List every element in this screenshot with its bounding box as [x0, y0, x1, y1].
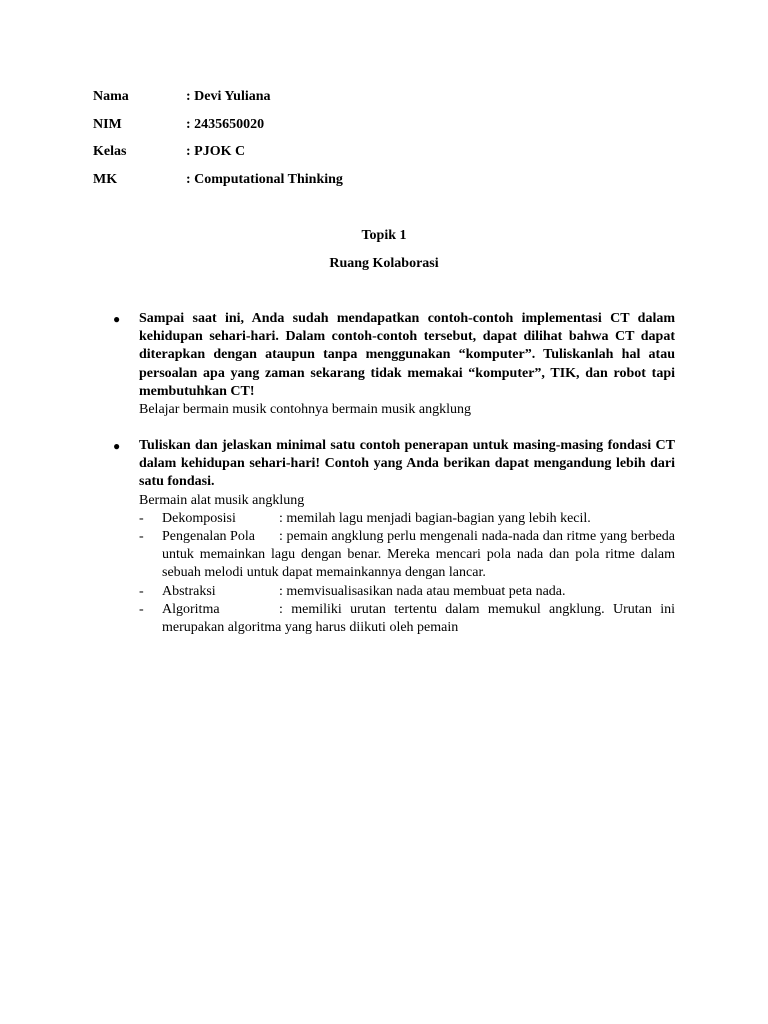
question-text: Tuliskan dan jelaskan minimal satu contoh penerapan untuk masing-masing fondasi CT dalam kehidupan sehari-hari! Contoh yang Anda berikan dapat mengandung lebih dari satu fondasi. [139, 438, 675, 490]
foundation-desc: : memvisualisasikan nada atau membuat peta nada. [279, 583, 566, 599]
foundation-list [139, 510, 675, 637]
question-item-2 [113, 437, 675, 637]
bullet-icon: ● [113, 439, 121, 453]
list-item [139, 510, 675, 528]
foundation-desc: : memiliki urutan tertentu dalam memukul angklung. Urutan ini merupakan algoritma yang harus diikuti oleh pemain [162, 601, 675, 636]
foundation-desc: : pemain angklung perlu mengenali nada-nada dan ritme yang berbeda untuk memainkan lagu dengan benar. Mereka mencari pola nada dan pola ritme dalam sebuah melodi untuk dapat memainkannya dengan lancar. [162, 529, 675, 581]
answer-text: Belajar bermain musik contohnya bermain musik angklung [139, 402, 472, 418]
info-label: Kelas [93, 144, 127, 159]
question-item-1 [113, 310, 675, 419]
topic-title: Topik 1 [361, 228, 407, 243]
foundation-desc: : memilah lagu menjadi bagian-bagian yang lebih kecil. [279, 510, 591, 526]
dash-marker: - [139, 510, 144, 526]
answer-text: Bermain alat musik angklung [139, 492, 305, 508]
info-value: : Computational Thinking [186, 171, 343, 187]
dash-marker: - [139, 583, 144, 599]
bullet-icon: ● [113, 312, 121, 326]
list-item [139, 601, 675, 637]
list-item [139, 528, 675, 583]
foundation-term: Algoritma [162, 601, 220, 617]
list-item [139, 583, 675, 601]
dash-marker: - [139, 529, 144, 545]
foundation-term: Pengenalan Pola [162, 529, 255, 545]
foundation-term: Abstraksi [162, 583, 216, 599]
topic-subtitle: Ruang Kolaborasi [329, 256, 439, 271]
foundation-term: Dekomposisi [162, 510, 236, 526]
info-value: : PJOK C [186, 144, 246, 159]
dash-marker: - [139, 601, 144, 617]
info-label: Nama [93, 89, 129, 104]
info-label: MK [93, 171, 118, 187]
info-value: : 2435650020 [186, 116, 265, 132]
info-value: : Devi Yuliana [186, 89, 271, 104]
info-label: NIM [93, 116, 122, 132]
question-text: Sampai saat ini, Anda sudah mendapatkan contoh-contoh implementasi CT dalam kehidupan sehari-hari. Dalam contoh-contoh tersebut, dapat dilihat bahwa CT dapat diterapkan dengan ataupun tanpa menggunakan “komputer”. Tuliskanlah hal atau persoalan apa yang zaman sekarang tidak memakai “komputer”, TIK, dan robot tapi membutuhkan CT! [139, 311, 675, 399]
